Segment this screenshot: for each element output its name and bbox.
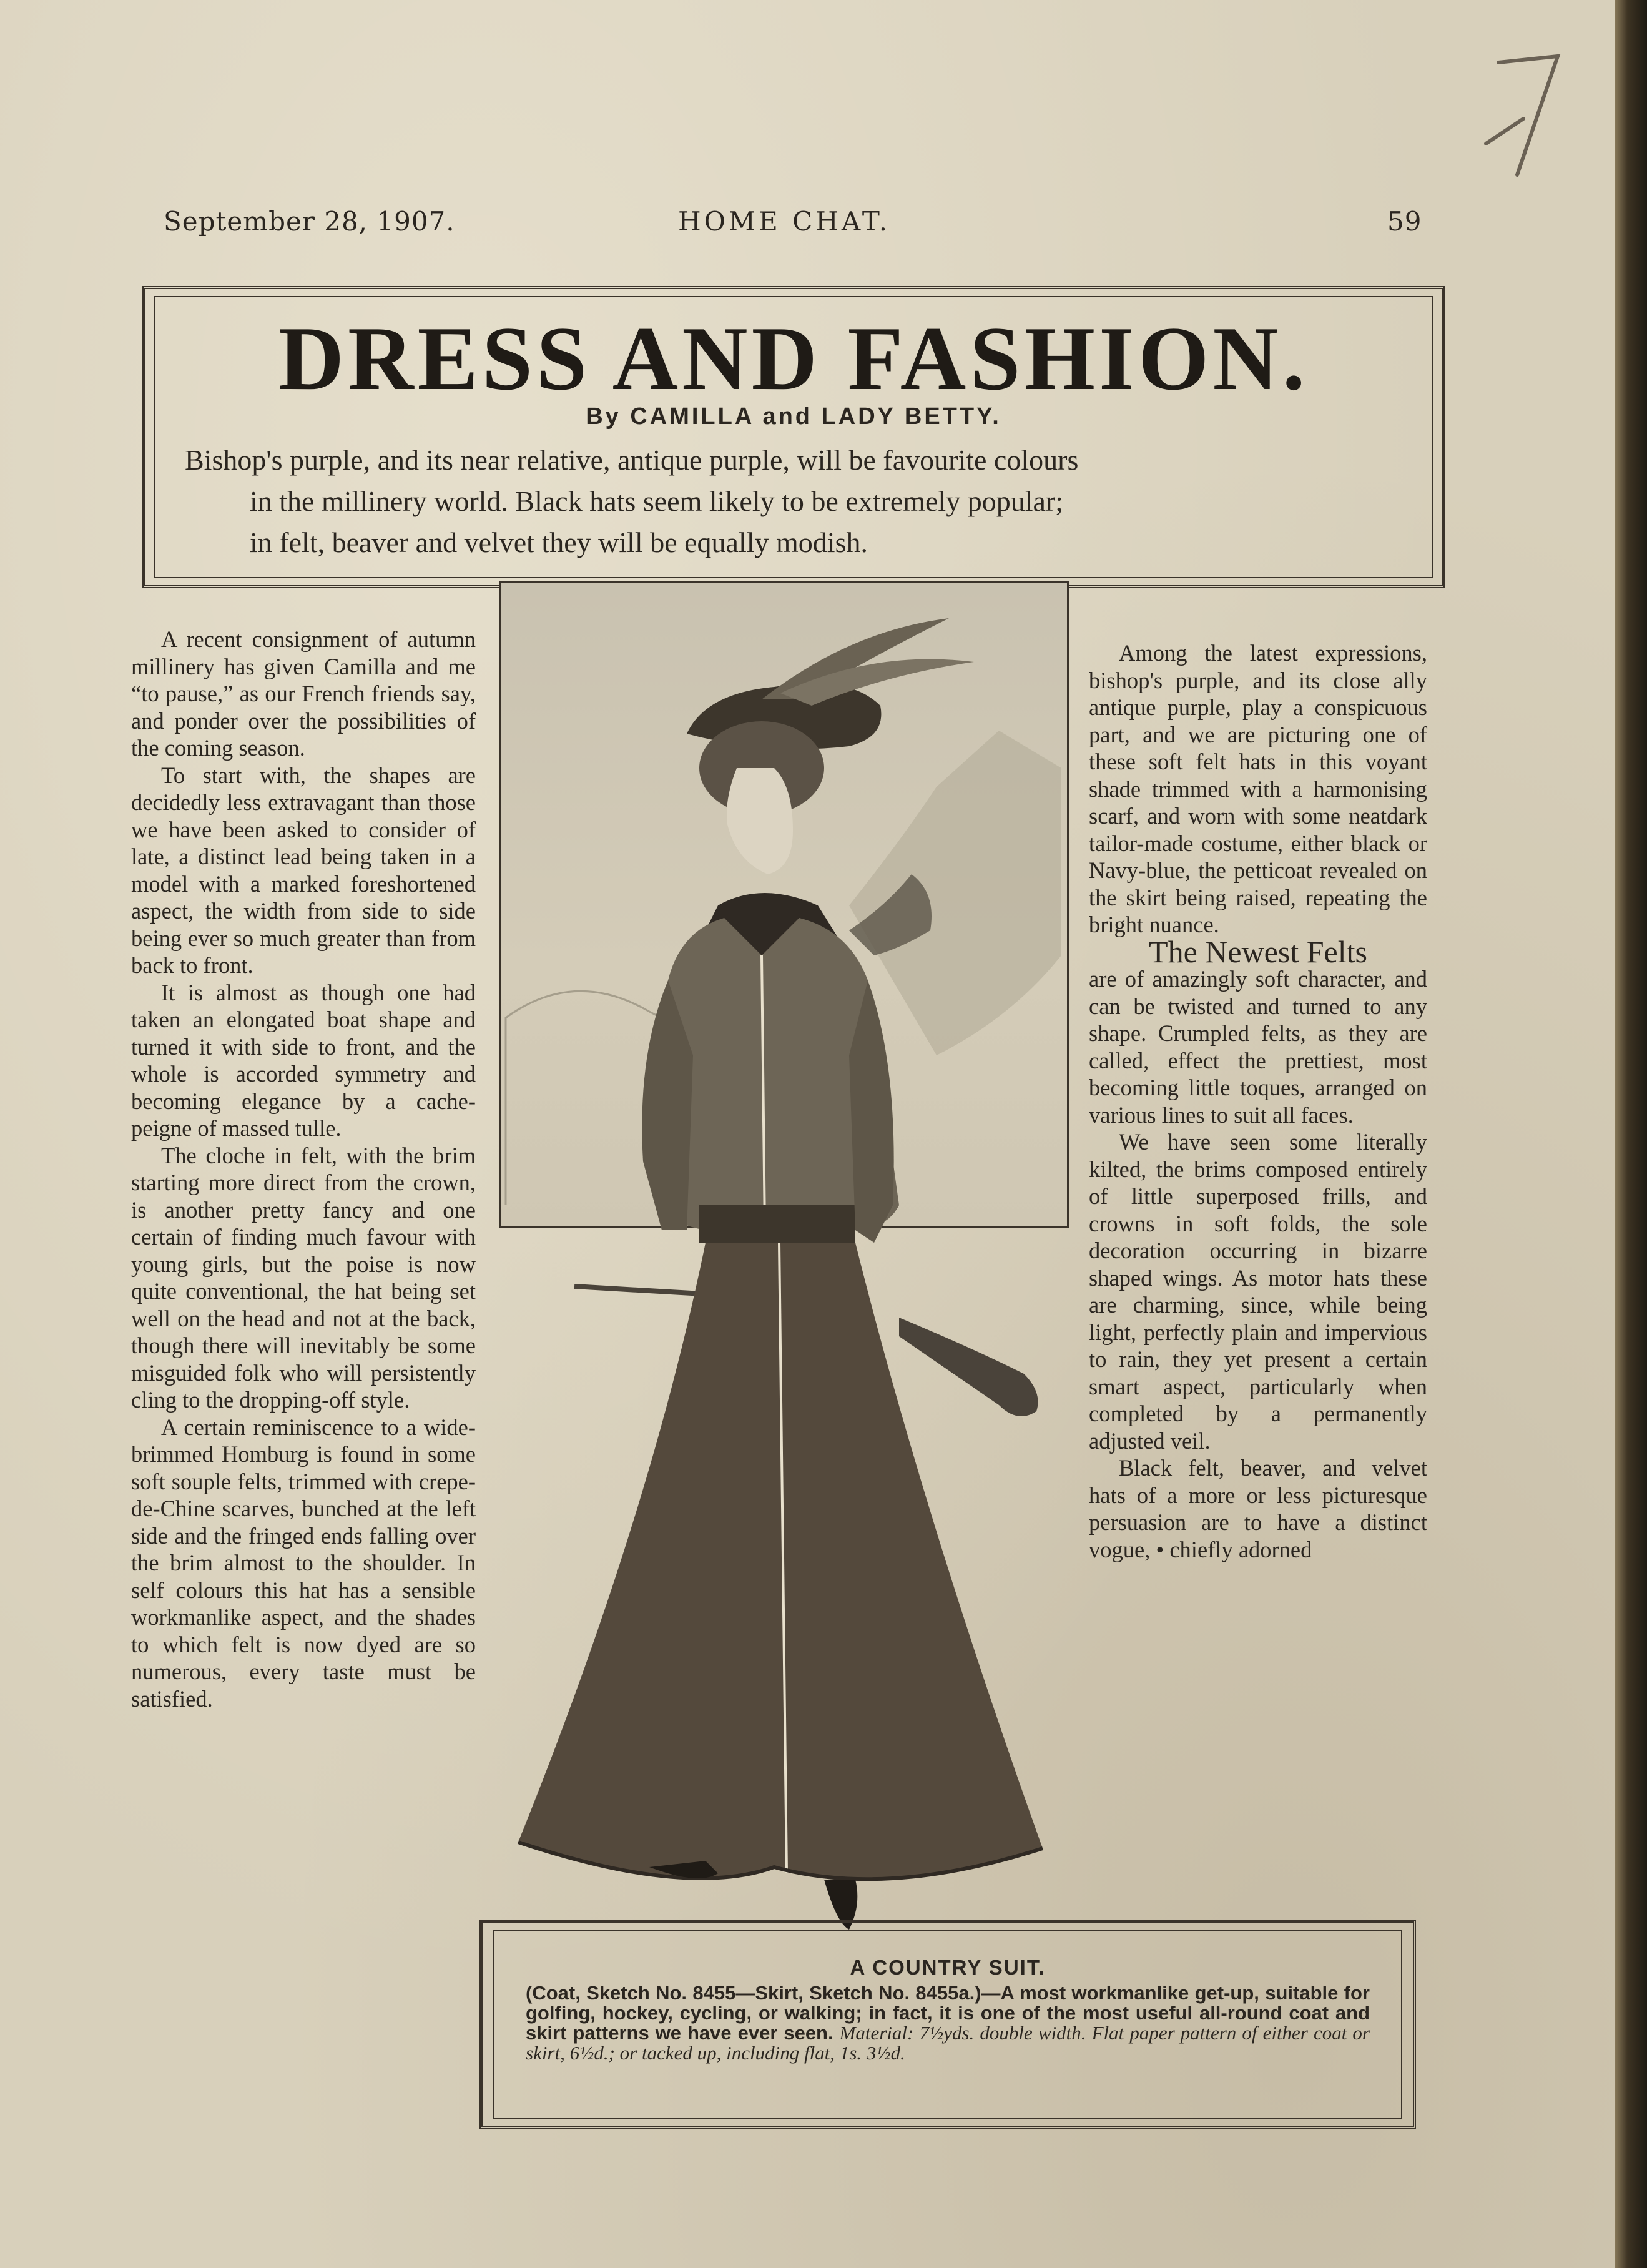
handwritten-mark — [1473, 50, 1567, 194]
paragraph: It is almost as though one had taken an elongated boat shape and turned it with side to front, and the whole is accorded symmetry and becoming elegance by a cache-peigne of massed tulle. — [131, 979, 476, 1141]
caption-material-note: Material: 7½yds. double width. Flat paper pattern of either coat or skirt, 6½d.; or tacked up, including flat, 1s. 3½d. — [526, 2022, 1370, 2064]
issue-date: September 28, 1907. — [164, 206, 455, 237]
article-title: DRESS AND FASHION. — [278, 308, 1309, 409]
paragraph: The cloche in felt, with the brim starting more direct from the crown, is another pretty fancy and one certain of finding much favour with young girls, but the poise is now quite conventional, the hat being set well on the head and not at the back, though there will inevitably be some misguided folk who will persistently cling to the dropping-off style. — [131, 1142, 476, 1413]
caption-title: A COUNTRY SUIT. — [850, 1956, 1046, 1979]
paragraph: Among the latest expressions, bishop's purple, and its close ally antique purple, play a conspicuous part, and we are picturing one of these soft felt hats in this voyant shade trimmed with a harmonising scarf, and worn with some neatdark tailor-made costume, either black or Navy-blue, the petticoat revealed on the skirt being raised, repeating the bright nuance. — [1089, 640, 1427, 937]
intro-line: Bishop's purple, and its near relative, antique purple, will be favourite colours — [185, 444, 1079, 476]
caption-text: (Coat, Sketch No. 8455—Skirt, Sketch No. 8455a.)—A most workmanlike get-up, suitable for golfing, hockey, cycling, or walking; in fact, it is one of the most useful all-round coat and skirt patterns we have ever seen. — [526, 1982, 1370, 2044]
country-suit-illustration — [499, 581, 1074, 1936]
page-edge — [1615, 0, 1647, 2268]
paragraph: To start with, the shapes are decidedly less extravagant than those we have been asked to consider of late, a distinct lead being taken in a model with a marked foreshortened aspect, the width from side to side being ever so much greater than from back to front. — [131, 762, 476, 978]
subheading: The Newest Felts — [1149, 934, 1367, 969]
article-intro — [185, 440, 1399, 563]
page-number: 59 — [1387, 206, 1422, 237]
paragraph: A recent consignment of autumn millinery has given Camilla and me “to pause,” as our French friends say, and ponder over the possibilities of the coming season. — [131, 626, 476, 761]
paragraph: are of amazingly soft character, and can be twisted and turned to any shape. Crumpled felts, as they are called, effect the prettiest, most becoming little toques, arranged on various lines to suit all faces. — [1089, 966, 1427, 1128]
intro-line: in the millinery world. Black hats seem likely to be extremely popular; — [250, 485, 1064, 517]
article-byline: By CAMILLA and LADY BETTY. — [586, 403, 1001, 430]
intro-line: in felt, beaver and velvet they will be equally modish. — [250, 526, 868, 558]
paragraph: A certain reminiscence to a wide-brimmed Homburg is found in some soft souple felts, trimmed with crepe-de-Chine scarves, bunched at the left side and the fringed ends falling over the brim almost to the shoulder. In self colours this hat has a sensible workmanlike aspect, and the shades to which felt is now dyed are so numerous, every taste must be satisfied. — [131, 1414, 476, 1712]
left-column — [131, 626, 476, 1712]
right-column — [1089, 639, 1427, 1563]
caption-body — [526, 1983, 1370, 2063]
paragraph: We have seen some literally kilted, the brims composed entirely of little superposed frills, and crowns in soft folds, the sole decoration occurring in bizarre shaped wings. As motor hats these are charming, since, while being light, perfectly plain and impervious to rain, they yet present a certain smart aspect, particularly when completed by a permanently adjusted veil. — [1089, 1129, 1427, 1454]
paragraph: Black felt, beaver, and velvet hats of a more or less picturesque persuasion are to have a distinct vogue, • chiefly adorned — [1089, 1455, 1427, 1562]
publication-name: HOME CHAT. — [678, 206, 891, 237]
